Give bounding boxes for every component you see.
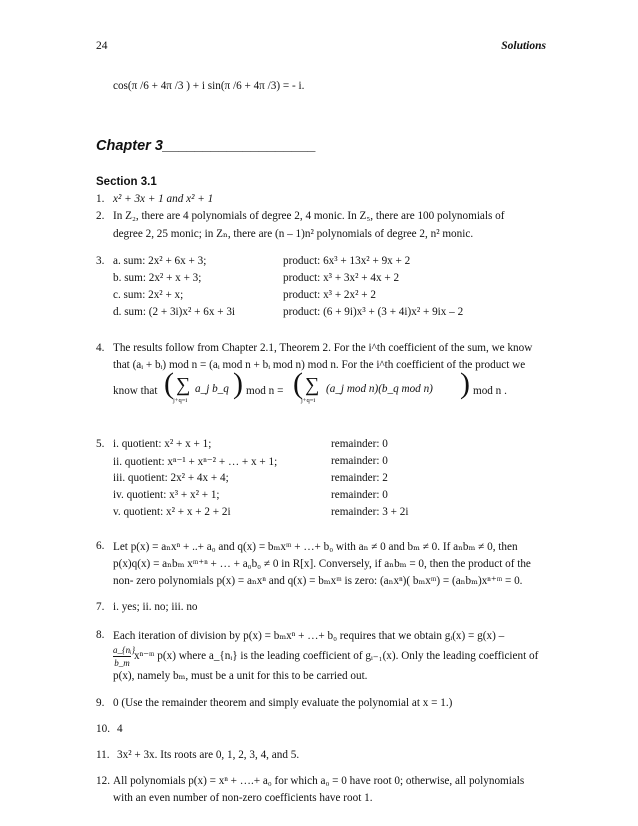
- item-4-sigma-1: ∑: [176, 374, 191, 396]
- item-9-num: 9.: [96, 697, 105, 709]
- item-4-paren-right-2: ): [460, 367, 470, 400]
- item-8-frac-numerator: a_{nᵢ}: [113, 645, 136, 655]
- item-8-frac-denominator: b_m: [114, 658, 130, 668]
- item-3-sum-b: b. sum: 2x² + x + 3;: [113, 272, 202, 284]
- running-title: Solutions: [501, 40, 546, 52]
- item-10-num: 10.: [96, 723, 110, 735]
- item-3-product-c: product: x³ + 2x² + 2: [283, 289, 376, 301]
- item-4-line-3-mid: mod n =: [246, 385, 284, 397]
- intro-text: cos(π /6 + 4π /3 ) + i sin(π /6 + 4π /3) = - i.: [113, 80, 305, 92]
- item-5-remainder-v: remainder: 3 + 2i: [331, 506, 409, 518]
- item-8-line-1: Each iteration of division by p(x) = bₘxⁿ + …+ b₀ requires that we obtain gᵢ(x) = g(x) –: [113, 630, 505, 642]
- item-8-fraction: [113, 644, 136, 669]
- item-5-remainder-i: remainder: 0: [331, 438, 388, 450]
- item-5-num: 5.: [96, 438, 105, 450]
- item-4-lhs-term: a_j b_q: [195, 383, 229, 395]
- item-4-rhs-term: (a_j mod n)(b_q mod n): [326, 383, 433, 395]
- item-4-num: 4.: [96, 342, 105, 354]
- item-4-paren-left-2: (: [293, 367, 303, 400]
- item-2-num: 2.: [96, 210, 105, 222]
- item-10-text: 4: [117, 723, 123, 735]
- item-5-quotient-iii: iii. quotient: 2x² + 4x + 4;: [113, 472, 229, 484]
- item-7-num: 7.: [96, 601, 105, 613]
- item-8-line-3: p(x), namely bₘ, must be a unit for this to be carried out.: [113, 670, 368, 682]
- item-3-num: 3.: [96, 255, 105, 267]
- item-4-line-1: The results follow from Chapter 2.1, Theorem 2. For the i^th coefficient of the sum, we know: [113, 342, 533, 354]
- item-2-line-2: degree 2, 25 monic; in Zₙ, there are (n – 1)n² polynomials of degree 2, n² monic.: [113, 228, 474, 240]
- item-4-paren-left-1: (: [164, 367, 174, 400]
- item-4-line-3-suffix: mod n .: [473, 385, 507, 397]
- item-6-num: 6.: [96, 540, 105, 552]
- item-6-line-1: Let p(x) = aₙxⁿ + ..+ a₀ and q(x) = bₘxᵐ + …+ b₀ with aₙ ≠ 0 and bₘ ≠ 0. If aₙbₘ ≠ 0, then: [113, 541, 518, 553]
- item-12-line-1: All polynomials p(x) = xⁿ + ….+ a₀ for which a₀ = 0 have root 0; otherwise, all polynomials: [113, 775, 525, 787]
- item-4-sum-index-1: j+q=i: [173, 397, 188, 404]
- item-1-num: 1.: [96, 193, 105, 205]
- item-3-product-d: product: (6 + 9i)x³ + (3 + 4i)x² + 9ix – 2: [283, 306, 464, 318]
- item-5-quotient-v: v. quotient: x² + x + 2 + 2i: [113, 506, 231, 518]
- item-9-text: 0 (Use the remainder theorem and simply evaluate the polynomial at x = 1.): [113, 697, 453, 709]
- item-5-remainder-iv: remainder: 0: [331, 489, 388, 501]
- item-11-text: 3x² + 3x. Its roots are 0, 1, 2, 3, 4, and 5.: [117, 749, 300, 761]
- item-3-product-b: product: x³ + 3x² + 4x + 2: [283, 272, 400, 284]
- item-8-line-2: xⁿ⁻ᵐ p(x) where a_{nᵢ} is the leading coefficient of gᵢ₋₁(x). Only the leading coefficient of: [134, 650, 539, 662]
- item-5-remainder-iii: remainder: 2: [331, 472, 388, 484]
- item-3-sum-d: d. sum: (2 + 3i)x² + 6x + 3i: [113, 306, 236, 318]
- item-6-line-2: p(x)q(x) = aₙbₘ xᵐ⁺ⁿ + … + a₀b₀ ≠ 0 in R[x]. Conversely, if aₙbₘ = 0, then the product of the: [113, 558, 531, 570]
- item-6-line-3: non- zero polynomials p(x) = aₙxⁿ and q(x) = bₘxᵐ is zero: (aₙxⁿ)( bₘxᵐ) = (aₙbₘ)xⁿ⁺ᵐ = 0.: [113, 575, 523, 587]
- item-4-sum-index-2: j+q=i: [301, 397, 316, 404]
- item-3-product-a: product: 6x³ + 13x² + 9x + 2: [283, 255, 411, 267]
- item-4-paren-right-1: ): [233, 367, 243, 400]
- item-1-text: x² + 3x + 1 and x² + 1: [113, 193, 214, 205]
- item-8-num: 8.: [96, 629, 105, 641]
- item-4-sigma-2: ∑: [305, 374, 320, 396]
- item-5-quotient-i: i. quotient: x² + x + 1;: [113, 438, 212, 450]
- item-4-line-2: that (aᵢ + bᵢ) mod n = (aᵢ mod n + bᵢ mod n) mod n. For the i^th coefficient of the product we: [113, 359, 526, 371]
- section-title: Section 3.1: [96, 176, 157, 188]
- item-5-remainder-ii: remainder: 0: [331, 455, 388, 467]
- item-12-line-2: with an even number of non-zero coefficients have root 1.: [113, 792, 373, 804]
- page-number: 24: [96, 40, 108, 52]
- item-2-line-1: In Z₂, there are 4 polynomials of degree 2, 4 monic. In Z₅, there are 100 polynomials of: [113, 210, 505, 222]
- intro-line: [113, 80, 304, 92]
- item-4-line-3-prefix: know that: [113, 385, 158, 397]
- chapter-title: Chapter 3___________________: [96, 138, 317, 154]
- item-12-num: 12.: [96, 775, 110, 787]
- item-5-quotient-iv: iv. quotient: x³ + x² + 1;: [113, 489, 220, 501]
- item-11-num: 11.: [96, 749, 110, 761]
- item-7-text: i. yes; ii. no; iii. no: [113, 601, 198, 613]
- item-3-sum-a: a. sum: 2x² + 6x + 3;: [113, 255, 207, 267]
- item-3-sum-c: c. sum: 2x² + x;: [113, 289, 184, 301]
- item-5-quotient-ii: ii. quotient: xⁿ⁻¹ + xⁿ⁻² + … + x + 1;: [113, 456, 278, 468]
